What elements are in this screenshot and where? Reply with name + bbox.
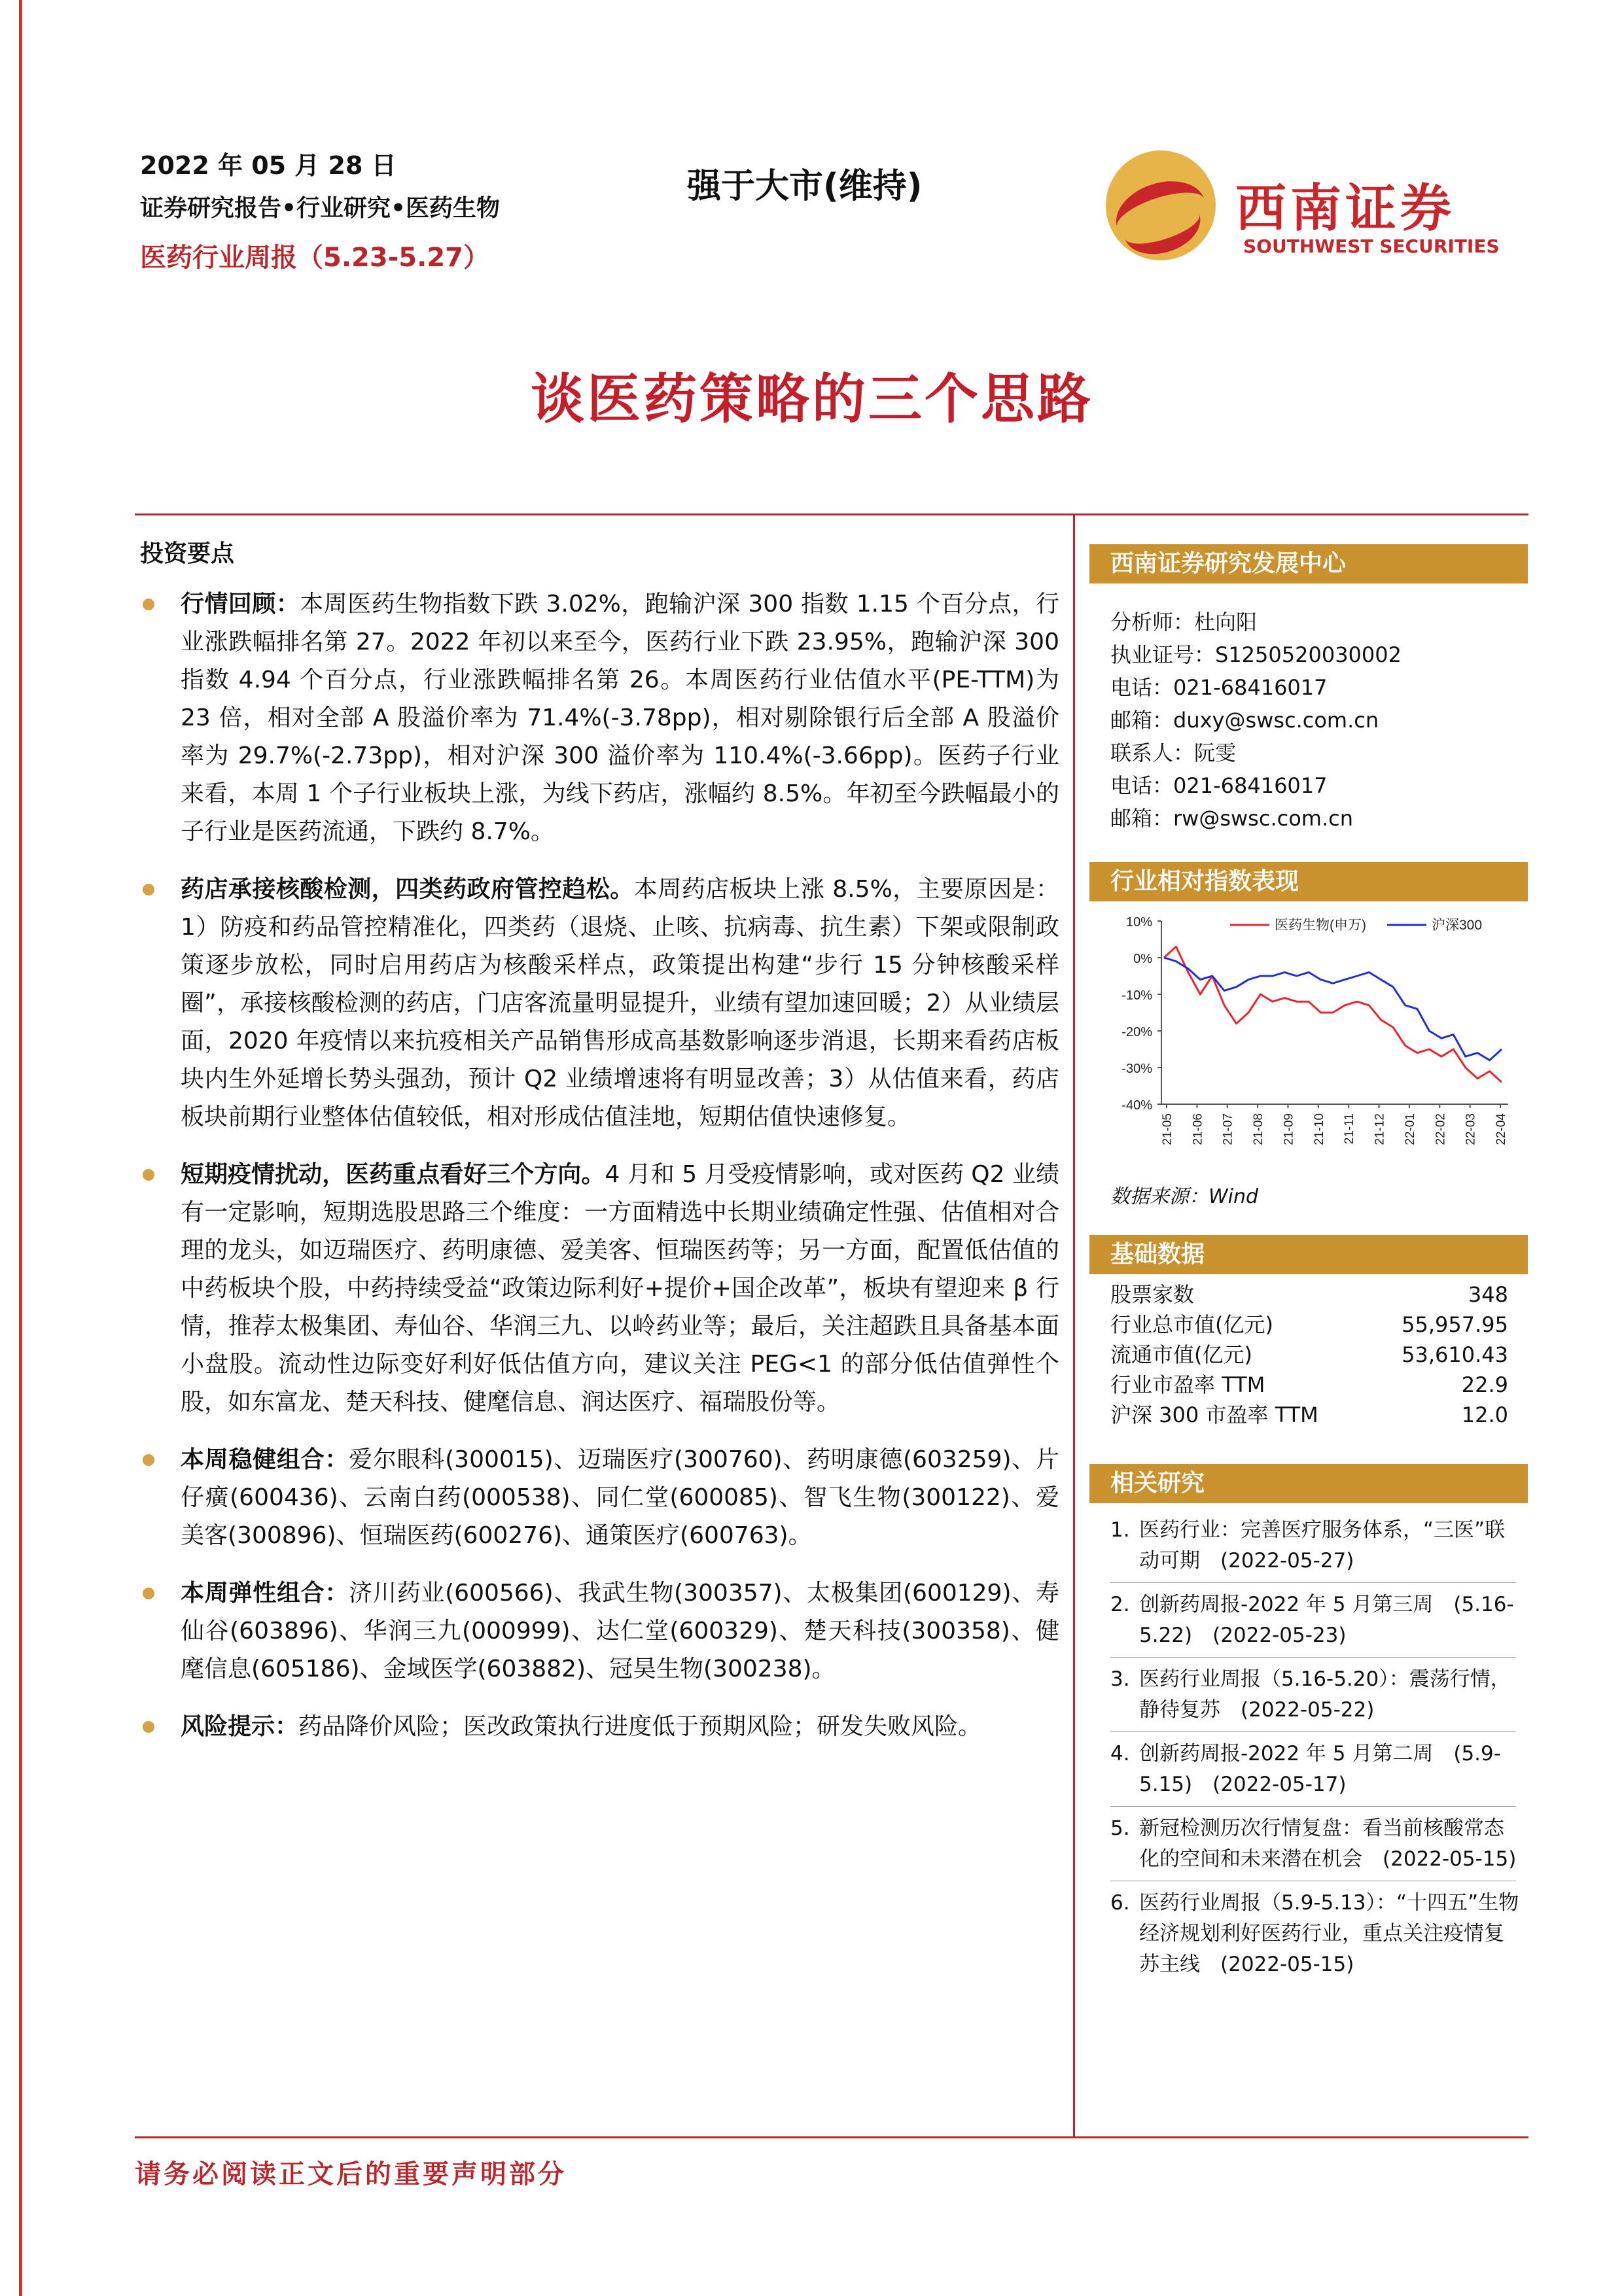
basic-row: 沪深 300 市盈率 TTM 12.0 bbox=[1110, 1402, 1508, 1427]
y-tick-label: -40% bbox=[1121, 1098, 1152, 1113]
bullet-risk: 风险提示：药品降价风险；医改政策执行进度低于预期风险；研发失败风险。 bbox=[140, 1708, 1059, 1746]
y-tick-label: 0% bbox=[1133, 952, 1152, 966]
footer-disclaimer: 请务必阅读正文后的重要声明部分 bbox=[135, 2159, 567, 2189]
related-item[interactable]: 2. 创新药周报-2022 年 5 月第三周 (5.16-5.22) (2022-05-23) bbox=[1089, 1590, 1528, 1651]
y-tick-label: -10% bbox=[1121, 988, 1152, 1003]
related-item[interactable]: 6. 医药行业周报（5.9-5.13）：“十四五”生物经济规划利好医药行业，重点关注疫情复苏主线 (2022-05-15) bbox=[1110, 1891, 1519, 1976]
x-tick-label: 21-12 bbox=[1373, 1113, 1387, 1145]
related-item[interactable]: 4. 创新药周报-2022 年 5 月第二周 (5.9-5.15) (2022-05-17) bbox=[1089, 1739, 1528, 1800]
related-item[interactable]: 5. 新冠检测历次行情复盘：看当前核酸常态化的空间和未来潜在机会 (2022-05-15) bbox=[1089, 1813, 1528, 1875]
investment-highlights bbox=[140, 535, 1059, 1765]
contact-name: 联系人：阮雯 bbox=[1110, 740, 1237, 765]
related-item[interactable]: 1. 医药行业：完善医疗服务体系，“三医”联动可期 (2022-05-27) bbox=[1089, 1515, 1528, 1576]
contact-email[interactable]: 邮箱：rw@swsc.com.cn bbox=[1110, 806, 1354, 831]
logo-name-cn: 西南证券 bbox=[1235, 179, 1456, 238]
logo-name-en: SOUTHWEST SECURITIES bbox=[1243, 235, 1500, 257]
x-tick-label: 22-02 bbox=[1434, 1113, 1448, 1145]
x-tick-label: 22-01 bbox=[1403, 1113, 1417, 1145]
analyst-phone: 电话：021-68416017 bbox=[1110, 675, 1328, 700]
chart-section-header: 行业相对指数表现 bbox=[1089, 862, 1528, 901]
company-logo bbox=[1106, 150, 1525, 262]
basic-row: 行业总市值(亿元) 55,957.95 bbox=[1110, 1312, 1508, 1337]
logo-emblem-icon bbox=[1106, 150, 1216, 260]
x-tick-label: 21-09 bbox=[1282, 1113, 1296, 1145]
contact-phone: 电话：021-68416017 bbox=[1110, 773, 1328, 798]
analyst-name: 分析师：杜向阳 bbox=[1110, 610, 1258, 635]
sidebar bbox=[1089, 544, 1528, 1993]
x-tick-label: 21-10 bbox=[1312, 1113, 1326, 1145]
chart-svg bbox=[1089, 901, 1528, 1176]
analyst-email[interactable]: 邮箱：duxy@swsc.com.cn bbox=[1110, 708, 1379, 733]
bullet-three-directions: 短期疫情扰动，医药重点看好三个方向。4 月和 5 月受疫情影响，或对医药 Q2 业绩有一定影响，短期选股思路三个维度：一方面精选中长期业绩确定性强、估值相对合理的龙头，如迈瑞医疗、药明康德、爱美客、恒瑞医药等；另一方面，配置低估值的中药板块个股，中药持续受益“政策边际利好+提价+国企改革”，板块有望迎来 β 行情，推荐太极集团、寿仙谷、华润三九、以岭药业等；最后，关注超跌且具备基本面小盘股。流动性边际变好利好低估值方向，建议关注 PEG<1 的部分低估值弹性个股，如东富龙、楚天科技、健麾信息、润达医疗、福瑞股份等。 bbox=[140, 1156, 1059, 1421]
x-tick-label: 22-04 bbox=[1494, 1113, 1508, 1145]
basic-row: 行业市盈率 TTM 22.9 bbox=[1110, 1372, 1508, 1397]
license-number: 执业证号：S1250520030002 bbox=[1110, 642, 1402, 667]
x-tick-label: 21-06 bbox=[1191, 1113, 1205, 1145]
basic-row: 流通市值(亿元) 53,610.43 bbox=[1110, 1342, 1508, 1367]
x-tick-label: 21-05 bbox=[1161, 1113, 1174, 1145]
series-line-csi300 bbox=[1164, 958, 1502, 1060]
industry-rating: 强于大市(维持) bbox=[687, 167, 923, 206]
section-title: 投资要点 bbox=[140, 540, 235, 567]
series-line-pharma bbox=[1164, 947, 1502, 1082]
bullet-market-review: 行情回顾：本周医药生物指数下跌 3.02%，跑输沪深 300 指数 1.15 个百分点，行业涨跌幅排名第 27。2022 年初以来至今，医药行业下跌 23.95%，跑输沪深 300 指数 4.94 个百分点，行业涨跌幅排名第 26。本周医药行业估值水平(PE-TTM)为 23 倍，相对全部 A 股溢价率为 71.4%(-3.78pp)，相对剔除银行后全部 A 股溢价率为 29.7%(-2.73pp)，相对沪深 300 溢价率为 110.4%(-3.66pp)。医药子行业来看，本周 1 个子行业板块上涨，为线下药店，涨幅约 8.5%。年初至今跌幅最小的子行业是医药流通，下跌约 8.7%。 bbox=[140, 585, 1059, 851]
research-center-header: 西南证券研究发展中心 bbox=[1089, 544, 1528, 583]
bullet-pharmacy: 药店承接核酸检测，四类药政府管控趋松。本周药店板块上涨 8.5%，主要原因是：1）防疫和药品管控精准化，四类药（退烧、止咳、抗病毒、抗生素）下架或限制政策逐步放松，同时启用药店为核酸采样点，政策提出构建“步行 15 分钟核酸采样圈”，承接核酸检测的药店，门店客流量明显提升，业绩有望加速回暖；2）从业绩层面，2020 年疫情以来抗疫相关产品销售形成高基数影响逐步消退，长期来看药店板块内生外延增长势头强劲，预计 Q2 业绩增速将有明显改善；3）从估值来看，药店板块前期行业整体估值较低，相对形成估值洼地，短期估值快速修复。 bbox=[140, 871, 1059, 1136]
related-research-header: 相关研究 bbox=[1089, 1464, 1528, 1503]
y-tick-label: 10% bbox=[1125, 915, 1152, 930]
x-tick-label: 21-08 bbox=[1252, 1113, 1266, 1145]
y-tick-label: -30% bbox=[1121, 1062, 1152, 1076]
report-date: 2022 年 05 月 28 日 bbox=[140, 151, 397, 180]
y-tick-label: -20% bbox=[1121, 1025, 1152, 1039]
divider-bottom bbox=[135, 2136, 1528, 2138]
basic-row: 股票家数 348 bbox=[1110, 1282, 1508, 1307]
report-series: 医药行业周报（5.23-5.27） bbox=[140, 243, 489, 273]
report-category: 证券研究报告•行业研究•医药生物 bbox=[140, 195, 501, 222]
data-source: 数据来源：Wind bbox=[1110, 1185, 1259, 1208]
bullet-elastic-portfolio: 本周弹性组合：济川药业(600566)、我武生物(300357)、太极集团(600129)、寿仙谷(603896)、华润三九(000999)、达仁堂(600329)、楚天科技(300358)、健麾信息(605186)、金域医学(603882)、冠昊生物(300238)。 bbox=[140, 1574, 1059, 1688]
relative-index-chart bbox=[1089, 901, 1528, 1176]
legend-label: 医药生物(申万) bbox=[1275, 918, 1366, 933]
x-tick-label: 21-11 bbox=[1343, 1113, 1357, 1145]
basic-data-header: 基础数据 bbox=[1089, 1235, 1528, 1274]
report-title: 谈医药策略的三个思路 bbox=[530, 368, 1093, 430]
related-item[interactable]: 3. 医药行业周报（5.16-5.20）：震荡行情，静待复苏 (2022-05-22) bbox=[1089, 1664, 1528, 1726]
page-left-border bbox=[0, 0, 22, 2296]
x-tick-label: 21-07 bbox=[1221, 1113, 1235, 1145]
divider-top bbox=[135, 513, 1528, 515]
divider-vertical bbox=[1073, 515, 1075, 2136]
x-tick-label: 22-03 bbox=[1464, 1113, 1478, 1145]
legend-label: 沪深300 bbox=[1432, 918, 1483, 933]
bullet-stable-portfolio: 本周稳健组合：爱尔眼科(300015)、迈瑞医疗(300760)、药明康德(603259)、片仔癀(600436)、云南白药(000538)、同仁堂(600085)、智飞生物(300122)、爱美客(300896)、恒瑞医药(600276)、通策医疗(600763)。 bbox=[140, 1441, 1059, 1555]
